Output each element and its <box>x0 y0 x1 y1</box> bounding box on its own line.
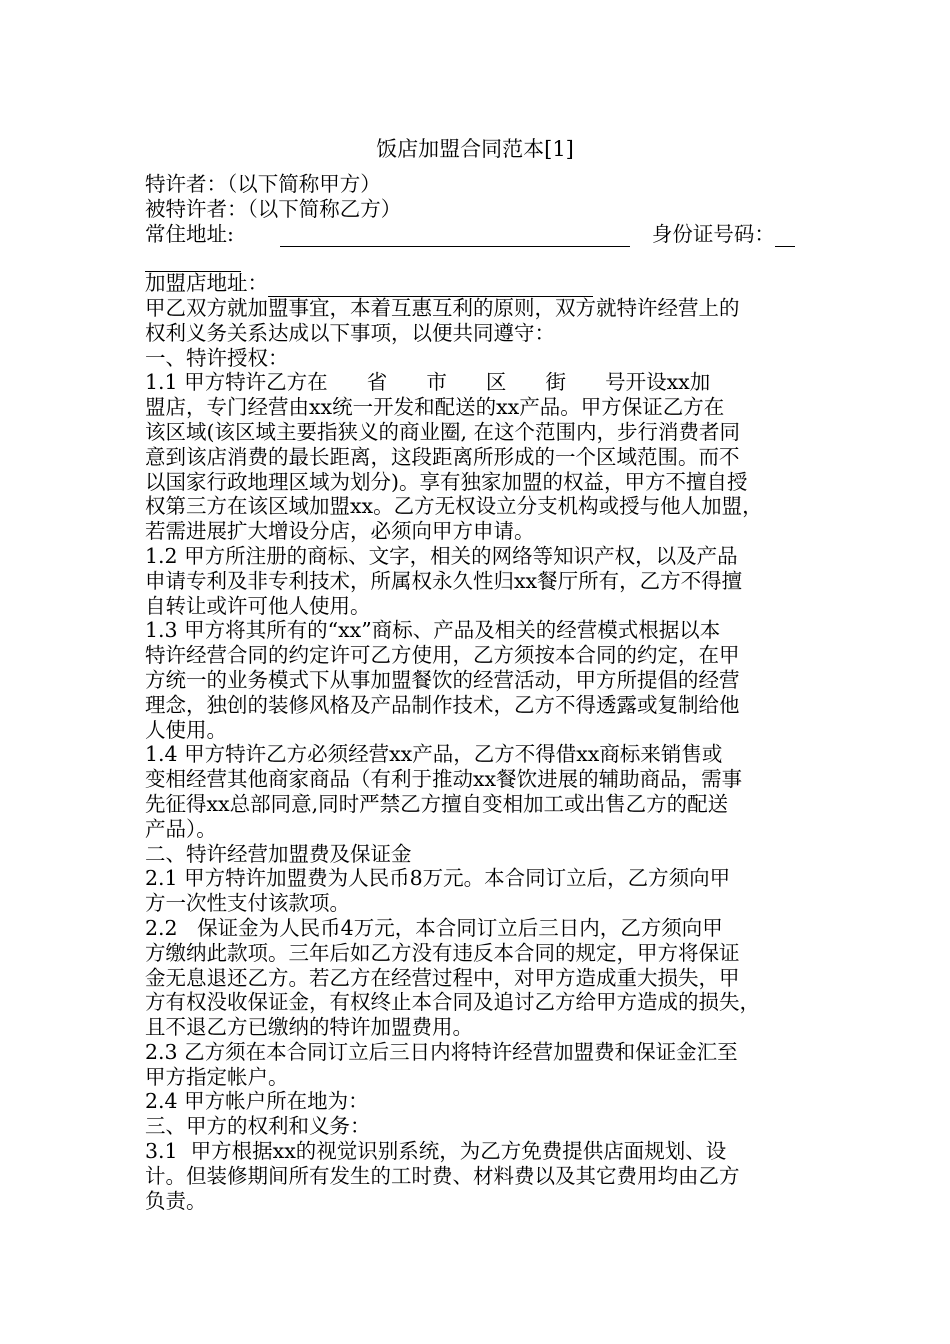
text-line: 1.1 甲方特许乙方在 省 市 区 街 号开设xx加 <box>145 370 711 395</box>
text-line: 2.4 甲方帐户所在地为： <box>145 1089 369 1114</box>
text-line: 1.2 甲方所注册的商标、文字，相关的网络等知识产权，以及产品 <box>145 543 738 568</box>
text-line: 2.1 甲方特许加盟费为人民币8万元。本合同订立后，乙方须向甲 <box>145 866 731 891</box>
id-number-label: 身份证号码： <box>651 221 775 246</box>
franchisor-line: 特许者：（以下简称甲方） <box>145 172 381 196</box>
text-line: 人使用。 <box>145 717 227 742</box>
address-line <box>145 222 805 247</box>
text-line: 1.4 甲方特许乙方必须经营xx产品，乙方不得借xx商标来销售或 <box>145 742 723 767</box>
address-label: 常住地址: <box>145 221 234 246</box>
text-line: 金无息退还乙方。若乙方在经营过程中，对甲方造成重大损失，甲 <box>145 965 740 990</box>
text-line: 理念，独创的装修风格及产品制作技术，乙方不得透露或复制给他 <box>145 692 740 717</box>
text-line: 权利义务关系达成以下事项，以便共同遵守： <box>145 320 555 345</box>
text-line: 自转让或许可他人使用。 <box>145 593 371 618</box>
text-line: 方统一的业务模式下从事加盟餐饮的经营活动，甲方所提倡的经营 <box>145 667 740 692</box>
contract-body <box>145 172 805 1213</box>
text-line: 若需进展扩大增设分店，必须向甲方申请。 <box>145 519 535 544</box>
text-line: 方缴纳此款项。三年后如乙方没有违反本合同的规定，甲方将保证 <box>145 940 740 965</box>
text-line: 申请专利及非专利技术，所属权永久性归xx餐厅所有，乙方不得擅 <box>145 568 743 593</box>
text-line: 2.3 乙方须在本合同订立后三日内将特许经营加盟费和保证金汇至 <box>145 1039 738 1064</box>
text-line: 3.1 甲方根据xx的视觉识别系统，为乙方免费提供店面规划、设 <box>145 1139 727 1164</box>
franchisee-line: 被特许者：（以下简称乙方） <box>145 196 402 221</box>
text-line: 1.3 甲方将其所有的“xx”商标、产品及相关的经营模式根据以本 <box>145 618 721 643</box>
text-line: 甲方指定帐户。 <box>145 1064 289 1089</box>
text-line: 特许经营合同的约定许可乙方使用，乙方须按本合同的约定，在甲 <box>145 643 740 668</box>
store-address-blank <box>268 271 593 297</box>
text-line: 方一次性支付该款项。 <box>145 891 350 916</box>
text-line: 负责。 <box>145 1188 207 1213</box>
contract-text <box>145 296 805 1213</box>
text-line: 且不退乙方已缴纳的特许加盟费用。 <box>145 1015 473 1040</box>
store-address-line <box>145 271 805 296</box>
text-line: 先征得xx总部同意,同时严禁乙方擅自变相加工或出售乙方的配送 <box>145 791 729 816</box>
text-line: 二、特许经营加盟费及保证金 <box>145 841 412 866</box>
text-line: 意到该店消费的最长距离，这段距离所形成的一个区域范围。而不 <box>145 444 740 469</box>
text-line: 方有权没收保证金，有权终止本合同及追讨乙方给甲方造成的损失， <box>145 990 760 1015</box>
text-line: 计。但装修期间所有发生的工时费、材料费以及其它费用均由乙方 <box>145 1163 740 1188</box>
id-number-blank <box>775 222 795 248</box>
document-title: 饭店加盟合同范本[1] <box>376 137 574 161</box>
id-number-blank-tail <box>145 246 241 272</box>
text-line: 2.2 保证金为人民币4万元，本合同订立后三日内，乙方须向甲 <box>145 915 723 940</box>
text-line: 变相经营其他商家商品（有利于推动xx餐饮进展的辅助商品，需事 <box>145 767 743 792</box>
text-line: 产品）。 <box>145 816 217 841</box>
store-address-label: 加盟店地址： <box>145 271 268 296</box>
id-number-blank-continued <box>145 246 805 271</box>
text-line: 一、特许授权： <box>145 345 289 370</box>
text-line: 盟店，专门经营由xx统一开发和配送的xx产品。甲方保证乙方在 <box>145 395 725 420</box>
text-line: 三、甲方的权利和义务： <box>145 1114 371 1139</box>
text-line: 权第三方在该区域加盟xx。乙方无权设立分支机构或授与他人加盟， <box>145 494 763 519</box>
address-blank <box>280 222 630 248</box>
text-line: 甲乙双方就加盟事宜，本着互惠互利的原则，双方就特许经营上的 <box>145 295 740 320</box>
text-line: 该区域(该区域主要指狭义的商业圈, 在这个范围内，步行消费者同 <box>145 419 741 444</box>
text-line: 以国家行政地理区域为划分)。享有独家加盟的权益，甲方不擅自授 <box>145 469 748 494</box>
